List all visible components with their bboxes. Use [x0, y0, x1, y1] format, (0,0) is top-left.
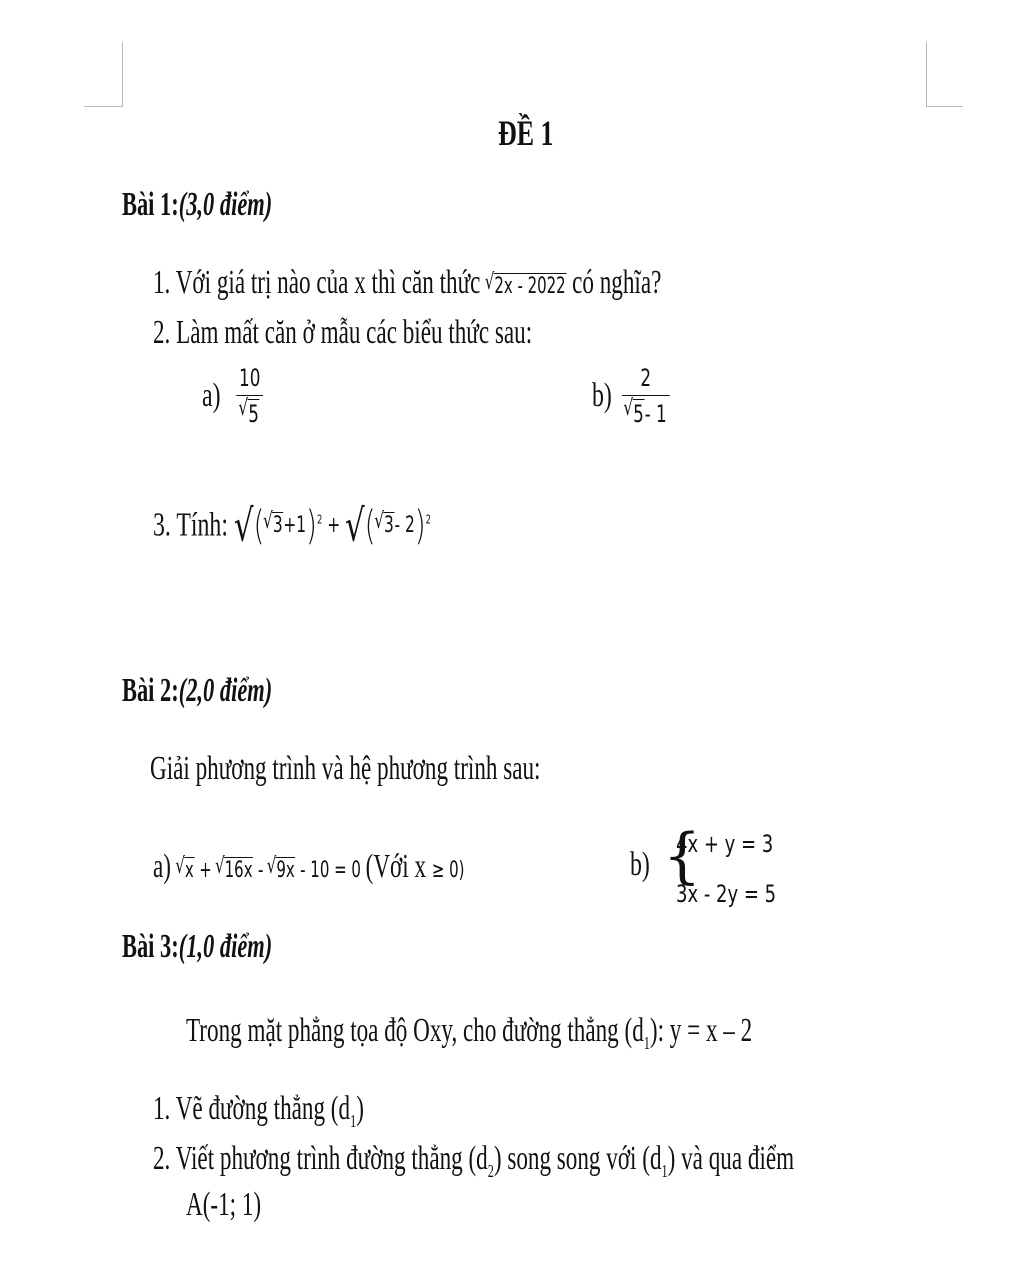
- bai1-q2-part-b: [592, 364, 703, 428]
- bai1-q2a-label: a): [202, 377, 221, 414]
- bai3-intro: Trong mặt phẳng tọa độ Oxy, cho đường thẳng $(d_1)$: y = x – 2: [186, 1012, 753, 1053]
- bai1-q2a-numerator: 10: [236, 364, 263, 396]
- bai2-heading: [122, 672, 350, 710]
- bai1-heading-label: Bài 1:: [122, 186, 179, 223]
- crop-mark-top-right: [926, 42, 963, 107]
- bai3-question-2: 2. Viết phương trình đường thẳng $(d_2)$ song song với $(d_1)$ và qua điểm: [153, 1140, 795, 1181]
- bai1-q2-number: 2.: [153, 314, 171, 351]
- bai2-b-label: b): [630, 846, 650, 883]
- bai1-q2b-fraction: [622, 364, 669, 428]
- bai1-q1-end: có nghĩa?: [572, 264, 662, 301]
- bai1-question-2: [153, 314, 711, 352]
- bai2-a-equation: √ x + √ 16x - √ 9x - 10 = 0: [177, 858, 366, 883]
- bai1-points: (3,0 điểm): [178, 186, 273, 223]
- bai2-b-equation-1: 4x + y = 3: [676, 830, 774, 858]
- bai2-a-condition-math: ≥ 0): [431, 858, 465, 883]
- bai1-q3-expression: √(√ 3+1)$^2$ + √(√ 3- 2)$^2$: [234, 513, 431, 538]
- bai3-question-1: 1. Vẽ đường thẳng $(d_1)$: [153, 1090, 364, 1131]
- bai1-heading: [122, 186, 350, 224]
- bai3-question-2-line-2: A(-1; 1): [186, 1186, 262, 1223]
- bai2-points: (2,0 điểm): [178, 672, 273, 709]
- bai1-q1-radical: √ 2x - 2022: [486, 273, 566, 299]
- page-title: ĐỀ 1: [498, 113, 554, 153]
- bai2-heading-label: Bài 2:: [122, 672, 179, 709]
- bai2-part-b: [630, 846, 658, 884]
- bai1-q1-text: Với giá trị nào của x thì căn thức: [175, 264, 481, 301]
- bai1-q2a-denominator: √ 5: [240, 399, 260, 428]
- bai2-b-equation-2: 3x - 2y = 5: [676, 880, 777, 908]
- bai2-intro: Giải phương trình và hệ phương trình sau:: [150, 750, 541, 787]
- bai3-points: (1,0 điểm): [178, 928, 273, 965]
- bai3-q2-number: 2.: [153, 1140, 171, 1177]
- bai2-b-brace: {: [663, 821, 702, 891]
- bai1-q1-number: 1.: [153, 264, 171, 301]
- bai1-q2b-numerator: 2: [622, 364, 669, 396]
- bai3-heading: [122, 928, 350, 966]
- bai3-q1-number: 1.: [153, 1090, 171, 1127]
- bai1-q2a-fraction: [236, 364, 263, 428]
- bai1-q2-part-a: [202, 364, 289, 428]
- bai2-part-a: [153, 848, 611, 886]
- bai1-q3-label: 3. Tính:: [153, 506, 228, 544]
- bai2-a-condition: (Với x: [365, 848, 427, 885]
- bai1-q2-text: Làm mất căn ở mẫu các biểu thức sau:: [176, 314, 533, 351]
- bai1-question-1: [153, 264, 901, 302]
- crop-mark-top-left: [84, 42, 123, 107]
- bai1-q2b-label: b): [592, 377, 612, 414]
- bai3-heading-label: Bài 3:: [122, 928, 179, 965]
- bai1-question-3: [153, 500, 550, 551]
- bai2-a-label: a): [153, 848, 171, 885]
- bai1-q2b-denominator: √ 5- 1: [622, 396, 669, 428]
